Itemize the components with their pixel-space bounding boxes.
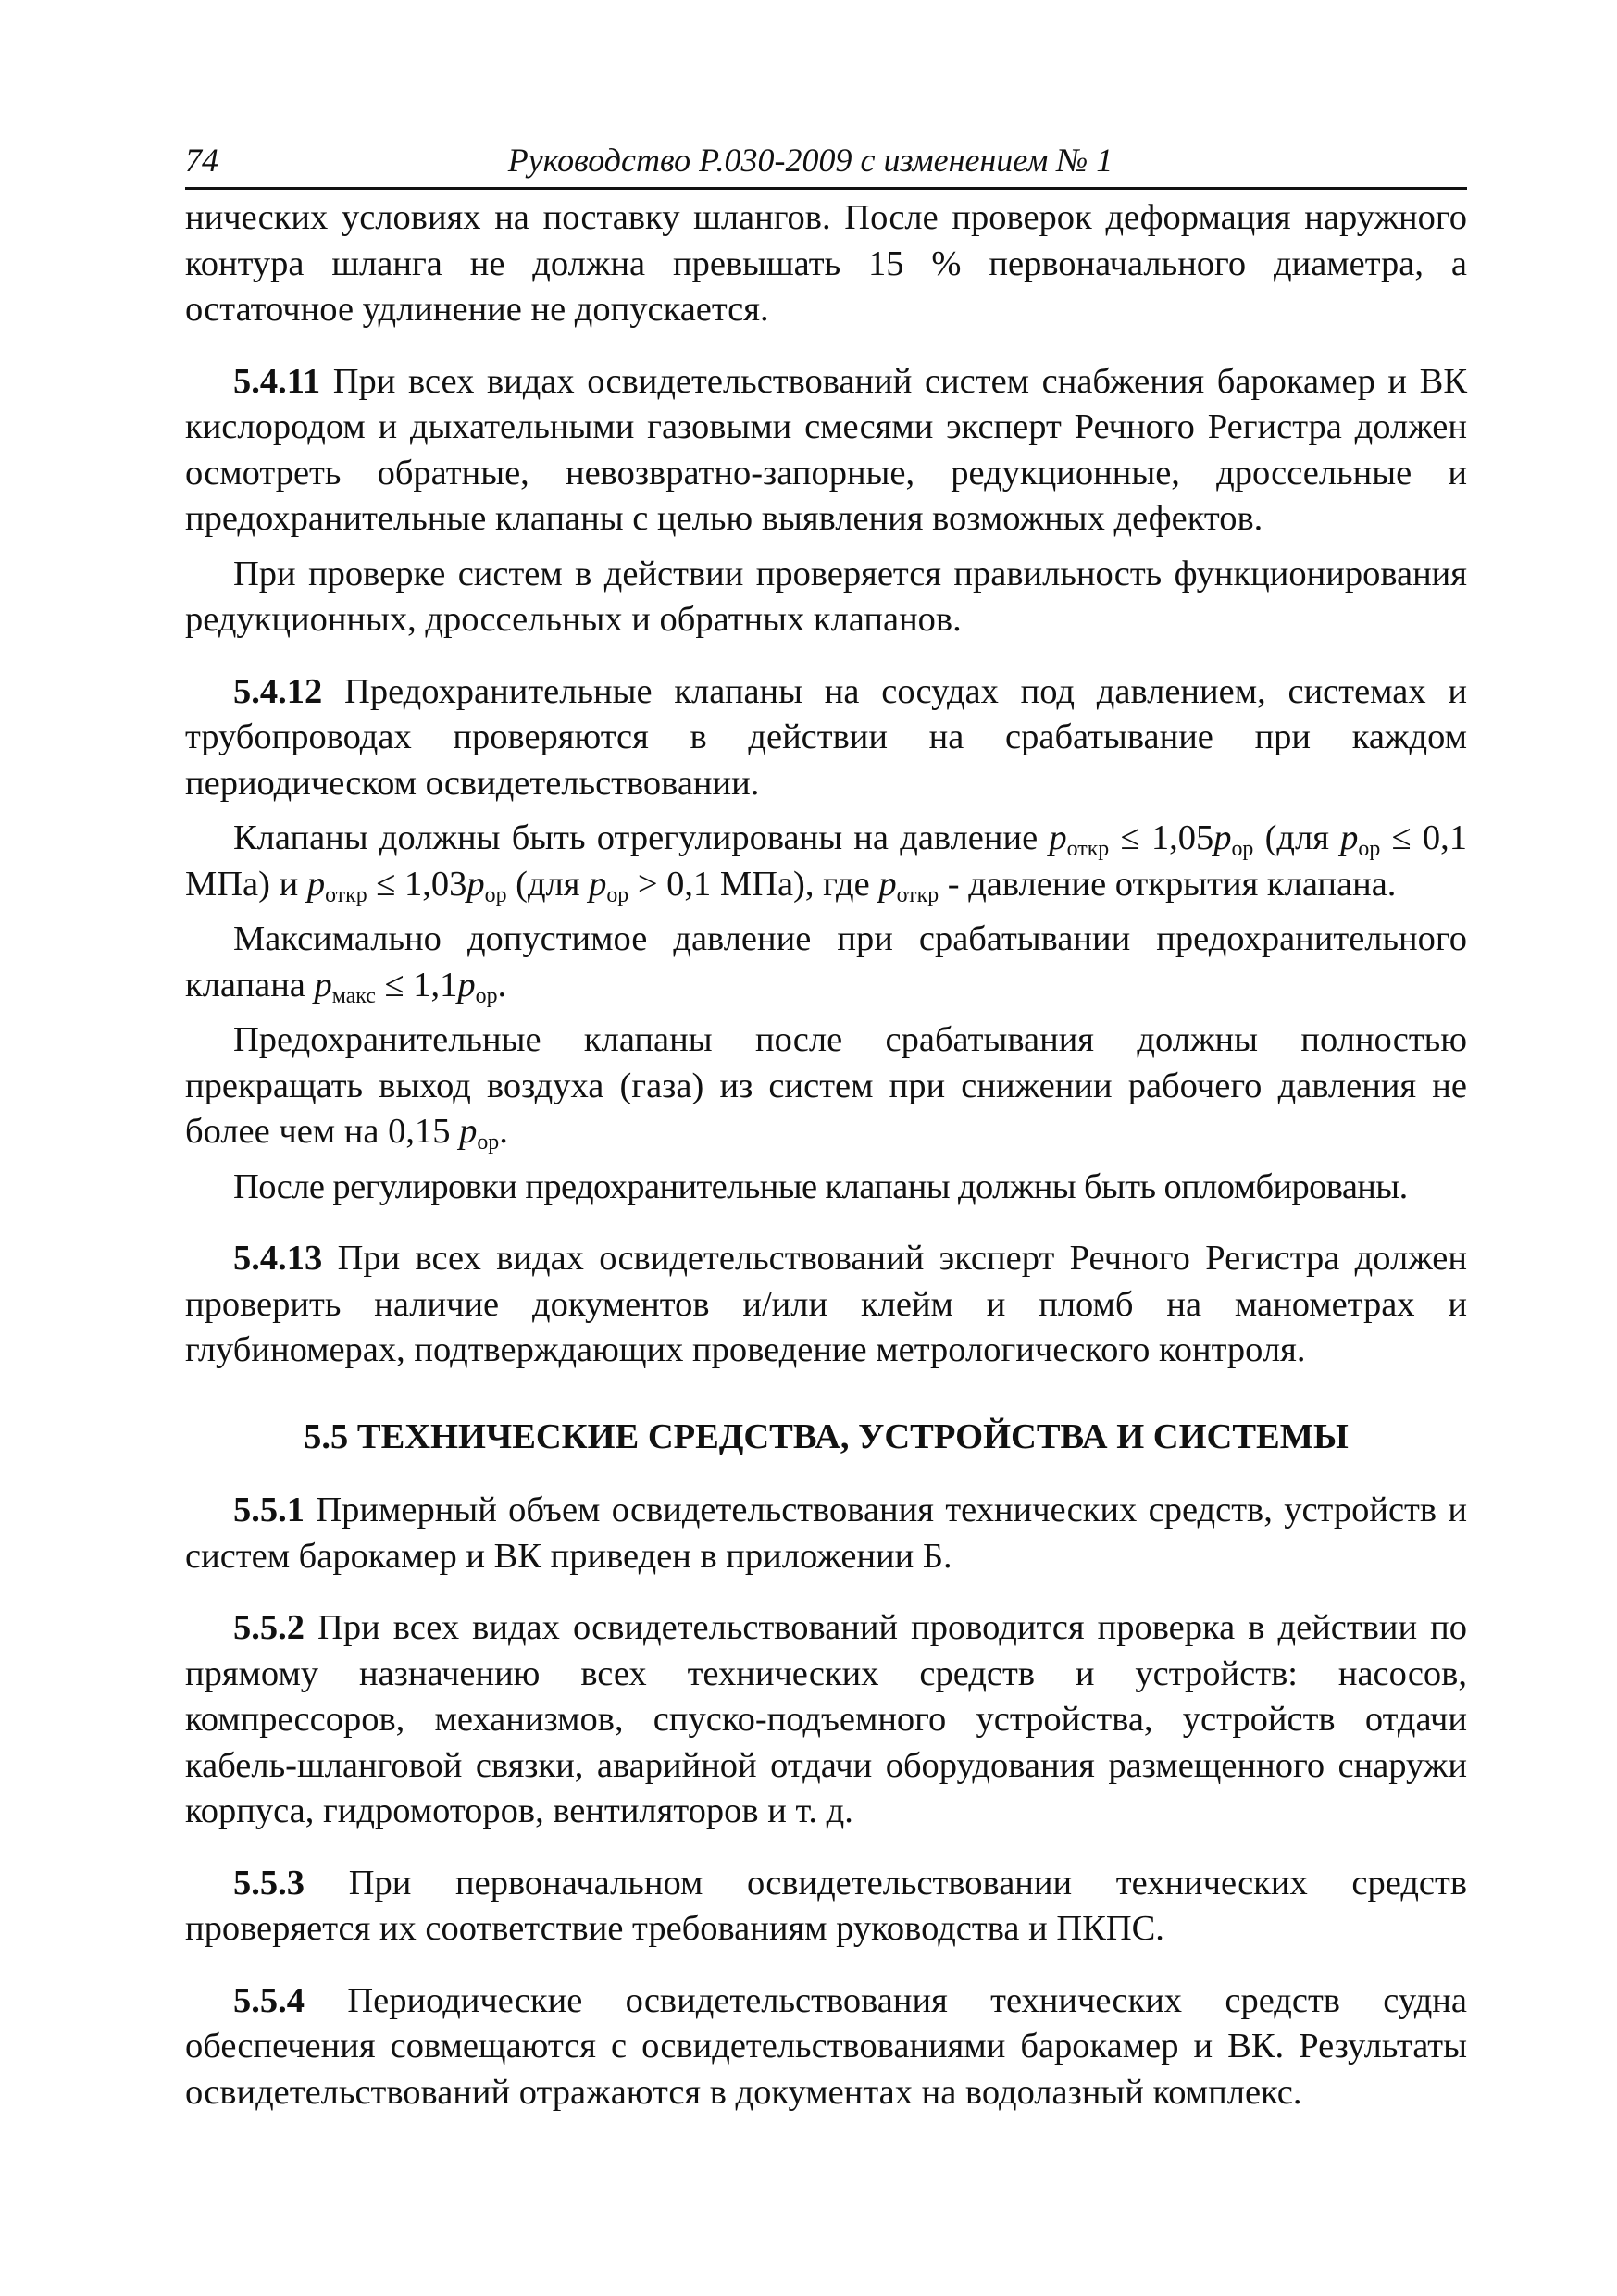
text-run: (для [1253, 818, 1341, 857]
running-title: Руководство Р.030-2009 с изменением № 1 [507, 142, 1113, 179]
text-run: ≤ 0,1 МПа) и [185, 818, 1467, 904]
paragraph-text: При всех видах освидетельствований систем снабжения барокамер и ВК кислородом и дыхательными газовыми смесями эксперт Речного Регистра должен осмотреть обратные, невозвратно-запорные, редукционные, дроссельные и предохранительные клапаны с целью выявления возможных дефектов. [185, 361, 1467, 538]
clause-number: 5.5.3 [233, 1863, 305, 1903]
subscript-or: ор [477, 1130, 500, 1155]
paragraph-max-pressure [185, 917, 1467, 1008]
text-run: > 0,1 МПа), где [628, 864, 879, 904]
paragraph-text: При первоначальном освидетельствовании технических средств проверяется их соответствие требованиям руководства и ПКПС. [185, 1863, 1467, 1948]
subscript-or: ор [475, 983, 498, 1008]
text-run: ≤ 1,05 [1109, 818, 1214, 857]
text-run: ≤ 1,03 [367, 864, 467, 904]
paragraph-valve-closing [185, 1017, 1467, 1155]
text-run: (для [506, 864, 590, 904]
clause-number: 5.4.11 [233, 361, 321, 401]
symbol-p: p [314, 965, 332, 1004]
text-run: . [499, 1112, 508, 1151]
paragraph-5-5-4 [185, 1978, 1467, 2116]
subscript-or: ор [484, 882, 507, 907]
page-number: 74 [185, 142, 218, 179]
paragraph-continuation: нических условиях на поставку шлангов. После проверок деформация наружного контура шланга не должна превышать 15 % первоначального диаметра, а остаточное удлинение не допускается. [185, 198, 1467, 329]
paragraph-5-4-11 [185, 359, 1467, 543]
paragraph-5-5-1 [185, 1488, 1467, 1579]
subscript-or: ор [1358, 837, 1381, 862]
symbol-p: p [1340, 818, 1359, 857]
text-run: . [497, 965, 507, 1004]
paragraph-text: При всех видах освидетельствований проводится проверка в действии по прямому назначению всех технических средств и устройств: насосов, компрессоров, механизмов, спуско-подъемного устройства, устройств отдачи кабель-шланговой связки, аварийной отдачи оборудования размещенного снаружи корпуса, гидромоторов, вентиляторов и т. д. [185, 1608, 1467, 1830]
clause-number: 5.5.1 [233, 1491, 305, 1529]
clause-number: 5.4.13 [233, 1239, 323, 1278]
symbol-p: p [1213, 818, 1232, 857]
text-run: Клапаны должны быть отрегулированы на давление [233, 818, 1050, 857]
paragraph-text: Предохранительные клапаны на сосудах под давлением, системах и трубопроводах проверяются в действии на срабатывание при каждом периодическом освидетельствовании. [185, 671, 1467, 803]
symbol-p: p [459, 1112, 478, 1151]
symbol-p: p [1049, 818, 1067, 857]
symbol-p: p [457, 965, 476, 1004]
paragraph-5-4-11-cont: При проверке систем в действии проверяется правильность функционирования редукционных, дроссельных и обратных клапанов. [185, 554, 1467, 639]
paragraph-5-4-12 [185, 669, 1467, 807]
page-header [185, 139, 1467, 190]
paragraph-5-5-3 [185, 1861, 1467, 1953]
symbol-p: p [878, 864, 897, 904]
page-content [185, 195, 1467, 2115]
symbol-p: p [466, 864, 485, 904]
paragraph-text: Примерный объем освидетельствования технических средств, устройств и систем барокамер и ВК приведен в приложении Б. [185, 1491, 1467, 1576]
section-heading: 5.5 ТЕХНИЧЕСКИЕ СРЕДСТВА, УСТРОЙСТВА И СИСТЕМЫ [304, 1416, 1349, 1456]
clause-number: 5.5.2 [233, 1608, 305, 1647]
paragraph-text: Периодические освидетельствования технических средств судна обеспечения совмещаются с освидетельствованиями барокамер и ВК. Результаты освидетельствований отражаются в документах на водолазный комплекс. [185, 1980, 1467, 2112]
paragraph-valve-pressure [185, 816, 1467, 907]
text-run: Предохранительные клапаны после срабатывания должны полностью прекращать выход воздуха (газа) из систем при снижении рабочего давления не более чем на 0,15 [185, 1020, 1467, 1151]
text-run: - давление открытия клапана. [939, 864, 1397, 904]
clause-number: 5.4.12 [233, 671, 323, 711]
subscript-or: ор [1231, 837, 1254, 862]
subscript-maks: макс [331, 983, 376, 1008]
paragraph-text: При всех видах освидетельствований эксперт Речного Регистра должен проверить наличие документов и/или клейм и пломб на манометрах и глубиномерах, подтверждающих проведение метрологического контроля. [185, 1239, 1467, 1369]
paragraph-5-5-2 [185, 1605, 1467, 1835]
document-page [185, 139, 1467, 2115]
symbol-p: p [589, 864, 607, 904]
paragraph-5-4-13 [185, 1236, 1467, 1374]
subscript-or: ор [606, 882, 629, 907]
subscript-otkr: откр [896, 882, 939, 907]
text-run: ≤ 1,1 [375, 965, 458, 1004]
paragraph-sealing: После регулировки предохранительные клапаны должны быть опломбированы. [233, 1167, 1408, 1206]
subscript-otkr: откр [1066, 837, 1110, 862]
text-run: Максимально допустимое давление при срабатывании предохранительного клапана [185, 919, 1467, 1004]
subscript-otkr: откр [325, 882, 367, 907]
clause-number: 5.5.4 [233, 1980, 305, 2020]
symbol-p: p [306, 864, 326, 904]
